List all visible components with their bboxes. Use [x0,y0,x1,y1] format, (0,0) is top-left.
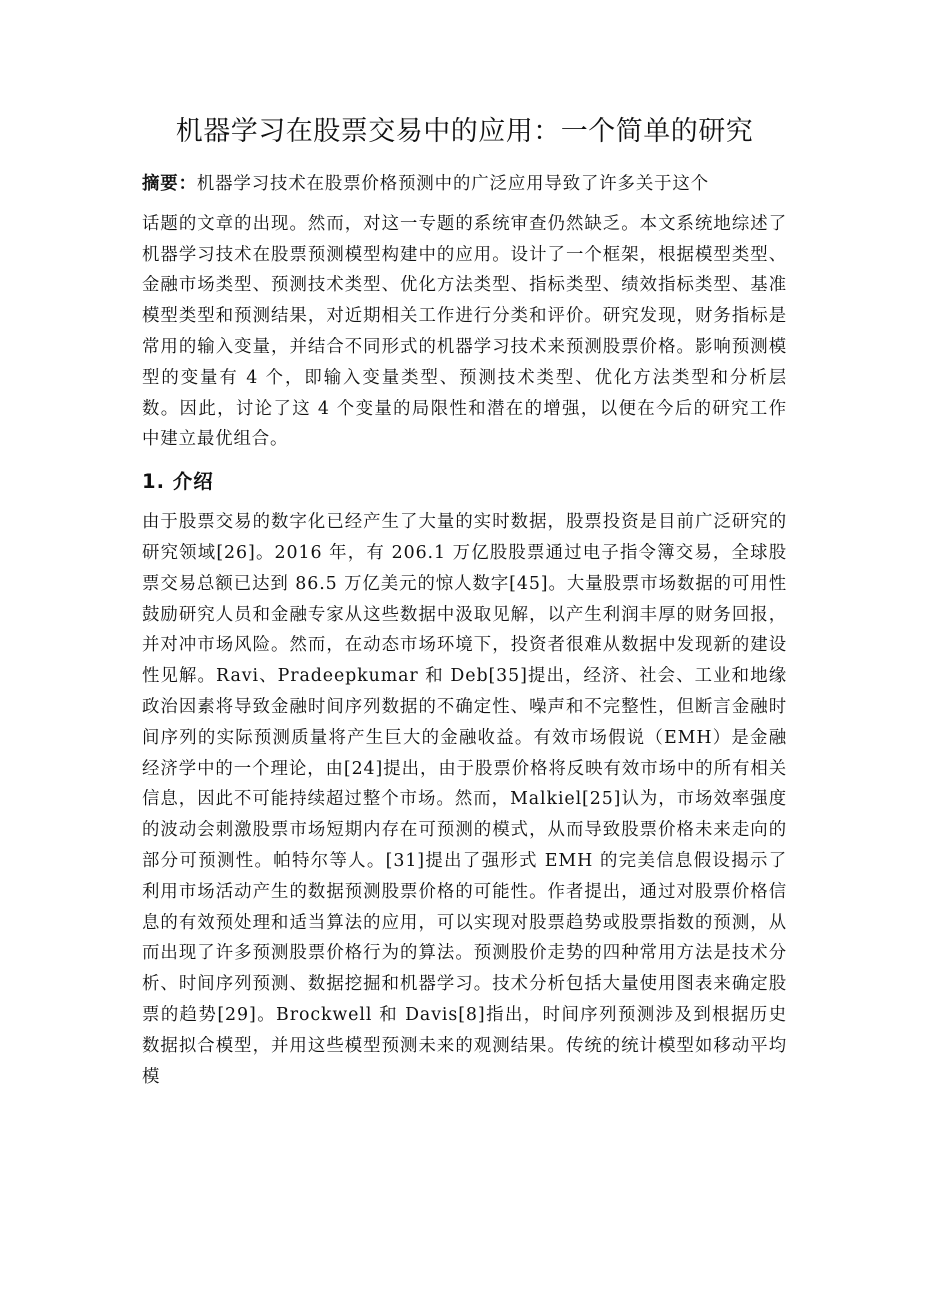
section-heading-introduction: 1. 介绍 [142,470,214,494]
abstract-first-line [142,169,787,200]
abstract-text: 话题的文章的出现。然而，对这一专题的系统审查仍然缺乏。本文系统地综述了机器学习技术在股票预测模型构建中的应用。设计了一个框架，根据模型类型、金融市场类型、预测技术类型、优化方法类型、指标类型、绩效指标类型、基准模型类型和预测结果，对近期相关工作进行分类和评价。研究发现，财务指标是常用的输入变量，并结合不同形式的机器学习技术来预测股票价格。影响预测模型的变量有 4 个，即输入变量类型、预测技术类型、优化方法类型和分析层数。因此，讨论了这 4 个变量的局限性和潜在的增强，以便在今后的研究工作中建立最优组合。 [142,213,787,450]
abstract [142,169,787,455]
abstract-first-line-text: 机器学习技术在股票价格预测中的广泛应用导致了许多关于这个 [196,174,710,194]
introduction-paragraph: 由于股票交易的数字化已经产生了大量的实时数据，股票投资是目前广泛研究的研究领域[26]。2016 年，有 206.1 万亿股股票通过电子指令簿交易，全球股票交易总额已达到 86.5 万亿美元的惊人数字[45]。大量股票市场数据的可用性鼓励研究人员和金融专家从这些数据中汲取见解，以产生利润丰厚的财务回报，并对冲市场风险。然而，在动态市场环境下，投资者很难从数据中发现新的建设性见解。Ravi、Pradeepkumar 和 Deb[35]提出，经济、社会、工业和地缘政治因素将导致金融时间序列数据的不确定性、噪声和不完整性，但断言金融时间序列的实际预测质量将产生巨大的金融收益。有效市场假说（EMH）是金融经济学中的一个理论，由[24]提出，由于股票价格将反映有效市场中的所有相关信息，因此不可能持续超过整个市场。然而，Malkiel[25]认为，市场效率强度的波动会刺激股票市场短期内存在可预测的模式，从而导致股票价格未来走向的部分可预测性。帕特尔等人。[31]提出了强形式 EMH 的完美信息假设揭示了利用市场活动产生的数据预测股票价格的可能性。作者提出，通过对股票价格信息的有效预处理和适当算法的应用，可以实现对股票趋势或股票指数的预测，从而出现了许多预测股票价格行为的算法。预测股价走势的四种常用方法是技术分析、时间序列预测、数据挖掘和机器学习。技术分析包括大量使用图表来确定股票的趋势[29]。Brockwell 和 Davis[8]指出，时间序列预测涉及到根据历史数据拟合模型，并用这些模型预测未来的观测结果。传统的统计模型如移动平均模 [142,512,787,1087]
paper-title: 机器学习在股票交易中的应用：一个简单的研究 [175,116,754,147]
abstract-label: 摘要： [142,174,197,194]
paper-page [142,112,787,1092]
